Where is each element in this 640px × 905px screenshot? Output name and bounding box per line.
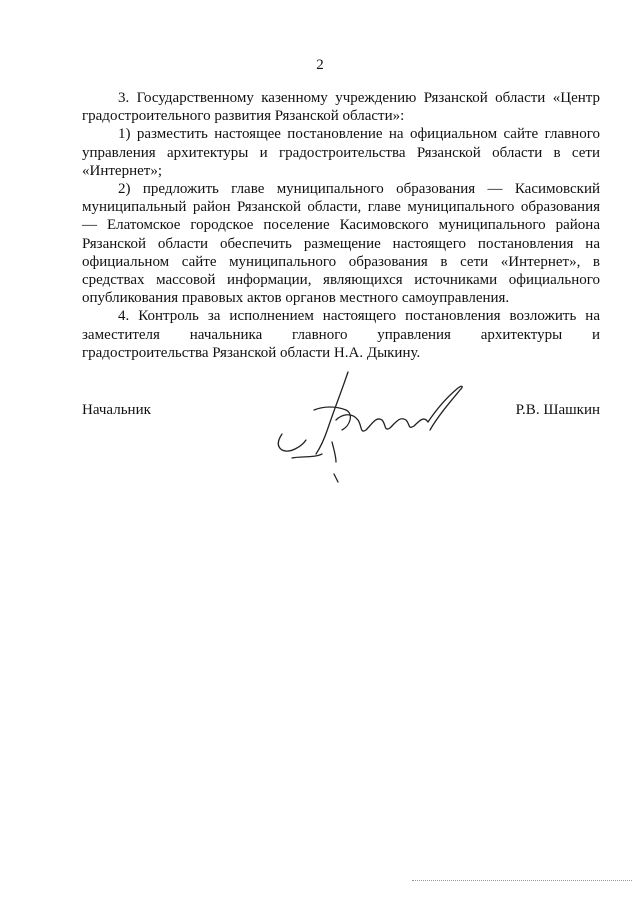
paragraph-3-1: 1) разместить настоящее постановление на официальном сайте главного управления архитектуры и градостроительства Рязанской области в сети «Интернет»; bbox=[82, 126, 600, 179]
page-number: 2 bbox=[316, 57, 324, 73]
signatory-name: Р.В. Шашкин bbox=[515, 402, 600, 418]
document-body bbox=[82, 89, 600, 362]
footer-divider bbox=[412, 880, 632, 882]
paragraph-4: 4. Контроль за исполнением настоящего постановления возложить на заместителя начальника главного управления архитектуры и градостроительства Рязанской области Н.А. Дыкину. bbox=[82, 308, 600, 361]
signatory-title: Начальник bbox=[82, 402, 151, 418]
paragraph-3: 3. Государственному казенному учреждению Рязанской области «Центр градостроительного развития Рязанской области»: bbox=[82, 90, 600, 125]
handwritten-signature bbox=[262, 350, 472, 490]
paragraph-3-2: 2) предложить главе муниципального образования — Касимовский муниципальный район Рязанской области, главе муниципального образования — Елатомское городское поселение Касимовского муниципального района Рязанской области обеспечить размещение настоящего постановления на официальном сайте муниципального образования в сети «Интернет», в средствах массовой информации, являющихся источниками официального опубликования правовых актов органов местного самоуправления. bbox=[82, 181, 600, 307]
